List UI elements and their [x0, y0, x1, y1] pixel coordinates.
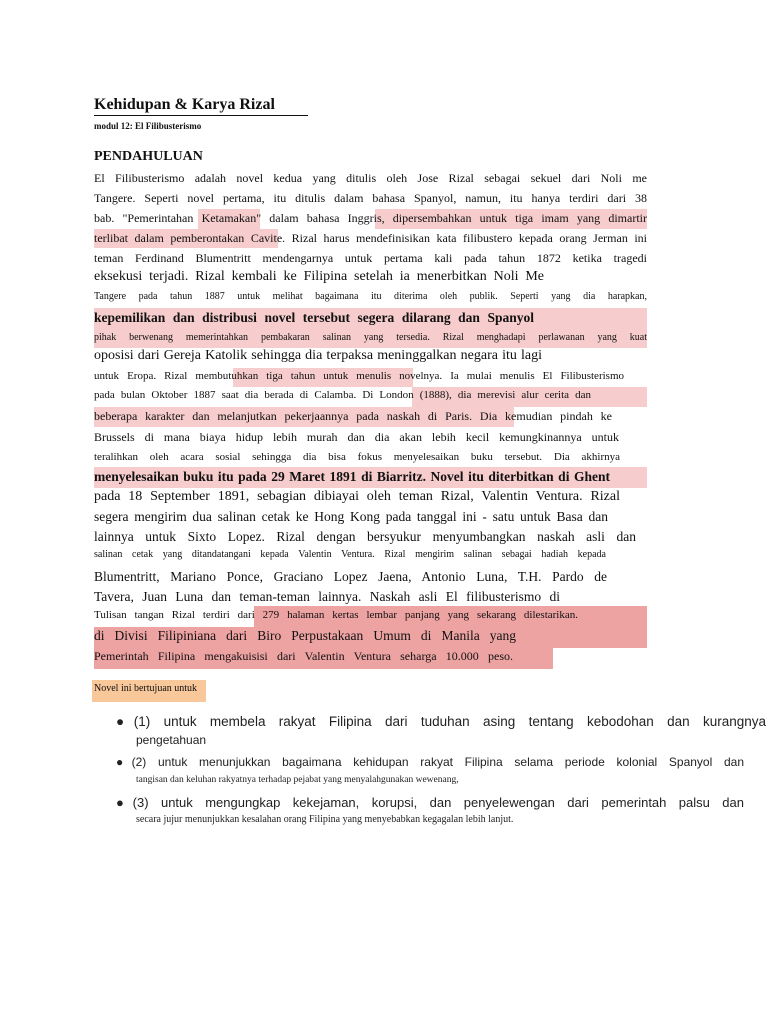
paragraph-line: salinan cetak yang ditandatangani kepada Valentin Ventura. Rizal mengirim salinan sebagai hadiah kepada	[94, 549, 606, 560]
list-item-continuation: pengetahuan	[136, 733, 207, 747]
paragraph-line: Tangere pada tahun 1887 untuk melihat bagaimana itu diterima oleh publik. Seperti yang dia harapkan,	[94, 291, 647, 302]
list-item-text: ●(3) untuk mengungkap kekejaman, korupsi, dan penyelewengan dari pemerintah palsu dan	[116, 795, 744, 810]
list-item-text: ●(2) untuk menunjukkan bagaimana kehidupan rakyat Filipina selama periode kolonial Spanyol dan	[116, 755, 744, 769]
paragraph-line: Tulisan tangan Rizal terdiri dari 279 halaman kertas lembar panjang yang sekarang dilestarikan.	[94, 609, 578, 621]
paragraph-line: Brussels di mana biaya hidup lebih murah dan dia akan lebih kecil kemungkinannya untuk	[94, 430, 619, 444]
paragraph-line: bab. "Pemerintahan Ketamakan" dalam bahasa Inggris, dipersembahkan untuk tiga imam yang dimartir	[94, 211, 647, 225]
aims-label: Novel ini bertujuan untuk	[94, 683, 198, 694]
paragraph-line: Tangere. Seperti novel pertama, itu ditulis dalam bahasa Spanyol, namun, itu hanya terdiri dari 38	[94, 191, 647, 205]
paragraph-line: untuk Eropa. Rizal membutuhkan tiga tahun untuk menulis novelnya. Ia mulai menulis El Filibusterismo	[94, 370, 624, 382]
list-item	[116, 795, 744, 825]
paragraph-line: pada bulan Oktober 1887 saat dia berada di Calamba. Di London (1888), dia merevisi alur cerita dan	[94, 389, 591, 401]
section-heading: PENDAHULUAN	[94, 149, 203, 164]
paragraph-line: teman Ferdinand Blumentritt mendengarnya untuk pertama kali pada tahun 1872 ketika tragedi	[94, 251, 647, 265]
paragraph-line: oposisi dari Gereja Katolik sehingga dia terpaksa meninggalkan negara itu lagi	[94, 348, 542, 363]
list-item-text: ●(1) untuk membela rakyat Filipina dari tuduhan asing tentang kebodohan dan kurangnya	[116, 714, 766, 729]
paragraph-line: terlibat dalam pemberontakan Cavite. Rizal harus mendefinisikan kata filibustero kepada orang Jerman ini	[94, 231, 647, 245]
paragraph-line: Blumentritt, Mariano Ponce, Graciano Lopez Jaena, Antonio Luna, T.H. Pardo de	[94, 569, 607, 584]
paragraph-line: menyelesaikan buku itu pada 29 Maret 1891 di Biarritz. Novel itu diterbitkan di Ghent	[94, 469, 610, 484]
paragraph-line: Tavera, Juan Luna dan teman-teman lainnya. Naskah asli El filibusterismo di	[94, 589, 560, 604]
paragraph-line: teralihkan oleh acara sosial sehingga dia bisa fokus menyelesaikan buku tersebut. Dia akhirnya	[94, 451, 620, 463]
paragraph-line: lainnya untuk Sixto Lopez. Rizal dengan bersyukur menyumbangkan naskah asli dan	[94, 529, 636, 544]
list-item-continuation: secara jujur menunjukkan kesalahan orang Filipina yang menyebabkan kegagalan lebih lanjut.	[136, 814, 514, 825]
module-subtitle: modul 12: El Filibusterismo	[94, 121, 202, 131]
paragraph-line: beberapa karakter dan melanjutkan pekerjaannya pada naskah di Paris. Dia kemudian pindah ke	[94, 409, 612, 423]
paragraph-line: El Filibusterismo adalah novel kedua yang ditulis oleh Jose Rizal sebagai sekuel dari Noli me	[94, 171, 647, 185]
paragraph-line: segera mengirim dua salinan cetak ke Hong Kong pada tanggal ini - satu untuk Basa dan	[94, 509, 608, 524]
document-title: Kehidupan & Karya Rizal	[94, 96, 308, 116]
paragraph-line: pihak berwenang memerintahkan pembakaran salinan yang tersedia. Rizal menghadapi perlawanan yang kuat	[94, 332, 647, 343]
list-item-continuation: tangisan dan keluhan rakyatnya terhadap pejabat yang menyalahgunakan wewenang,	[136, 775, 459, 785]
paragraph-line: di Divisi Filipiniana dari Biro Perpustakaan Umum di Manila yang	[94, 628, 516, 643]
paragraph-line: eksekusi terjadi. Rizal kembali ke Filipina setelah ia menerbitkan Noli Me	[94, 269, 544, 284]
paragraph-line: Pemerintah Filipina mengakuisisi dari Valentin Ventura seharga 10.000 peso.	[94, 649, 513, 663]
paragraph-line: pada 18 September 1891, sebagian dibiayai oleh teman Rizal, Valentin Ventura. Rizal	[94, 489, 620, 504]
list-item	[116, 714, 766, 747]
paragraph-line: kepemilikan dan distribusi novel tersebut segera dilarang dan Spanyol	[94, 310, 534, 325]
list-item	[116, 755, 744, 785]
